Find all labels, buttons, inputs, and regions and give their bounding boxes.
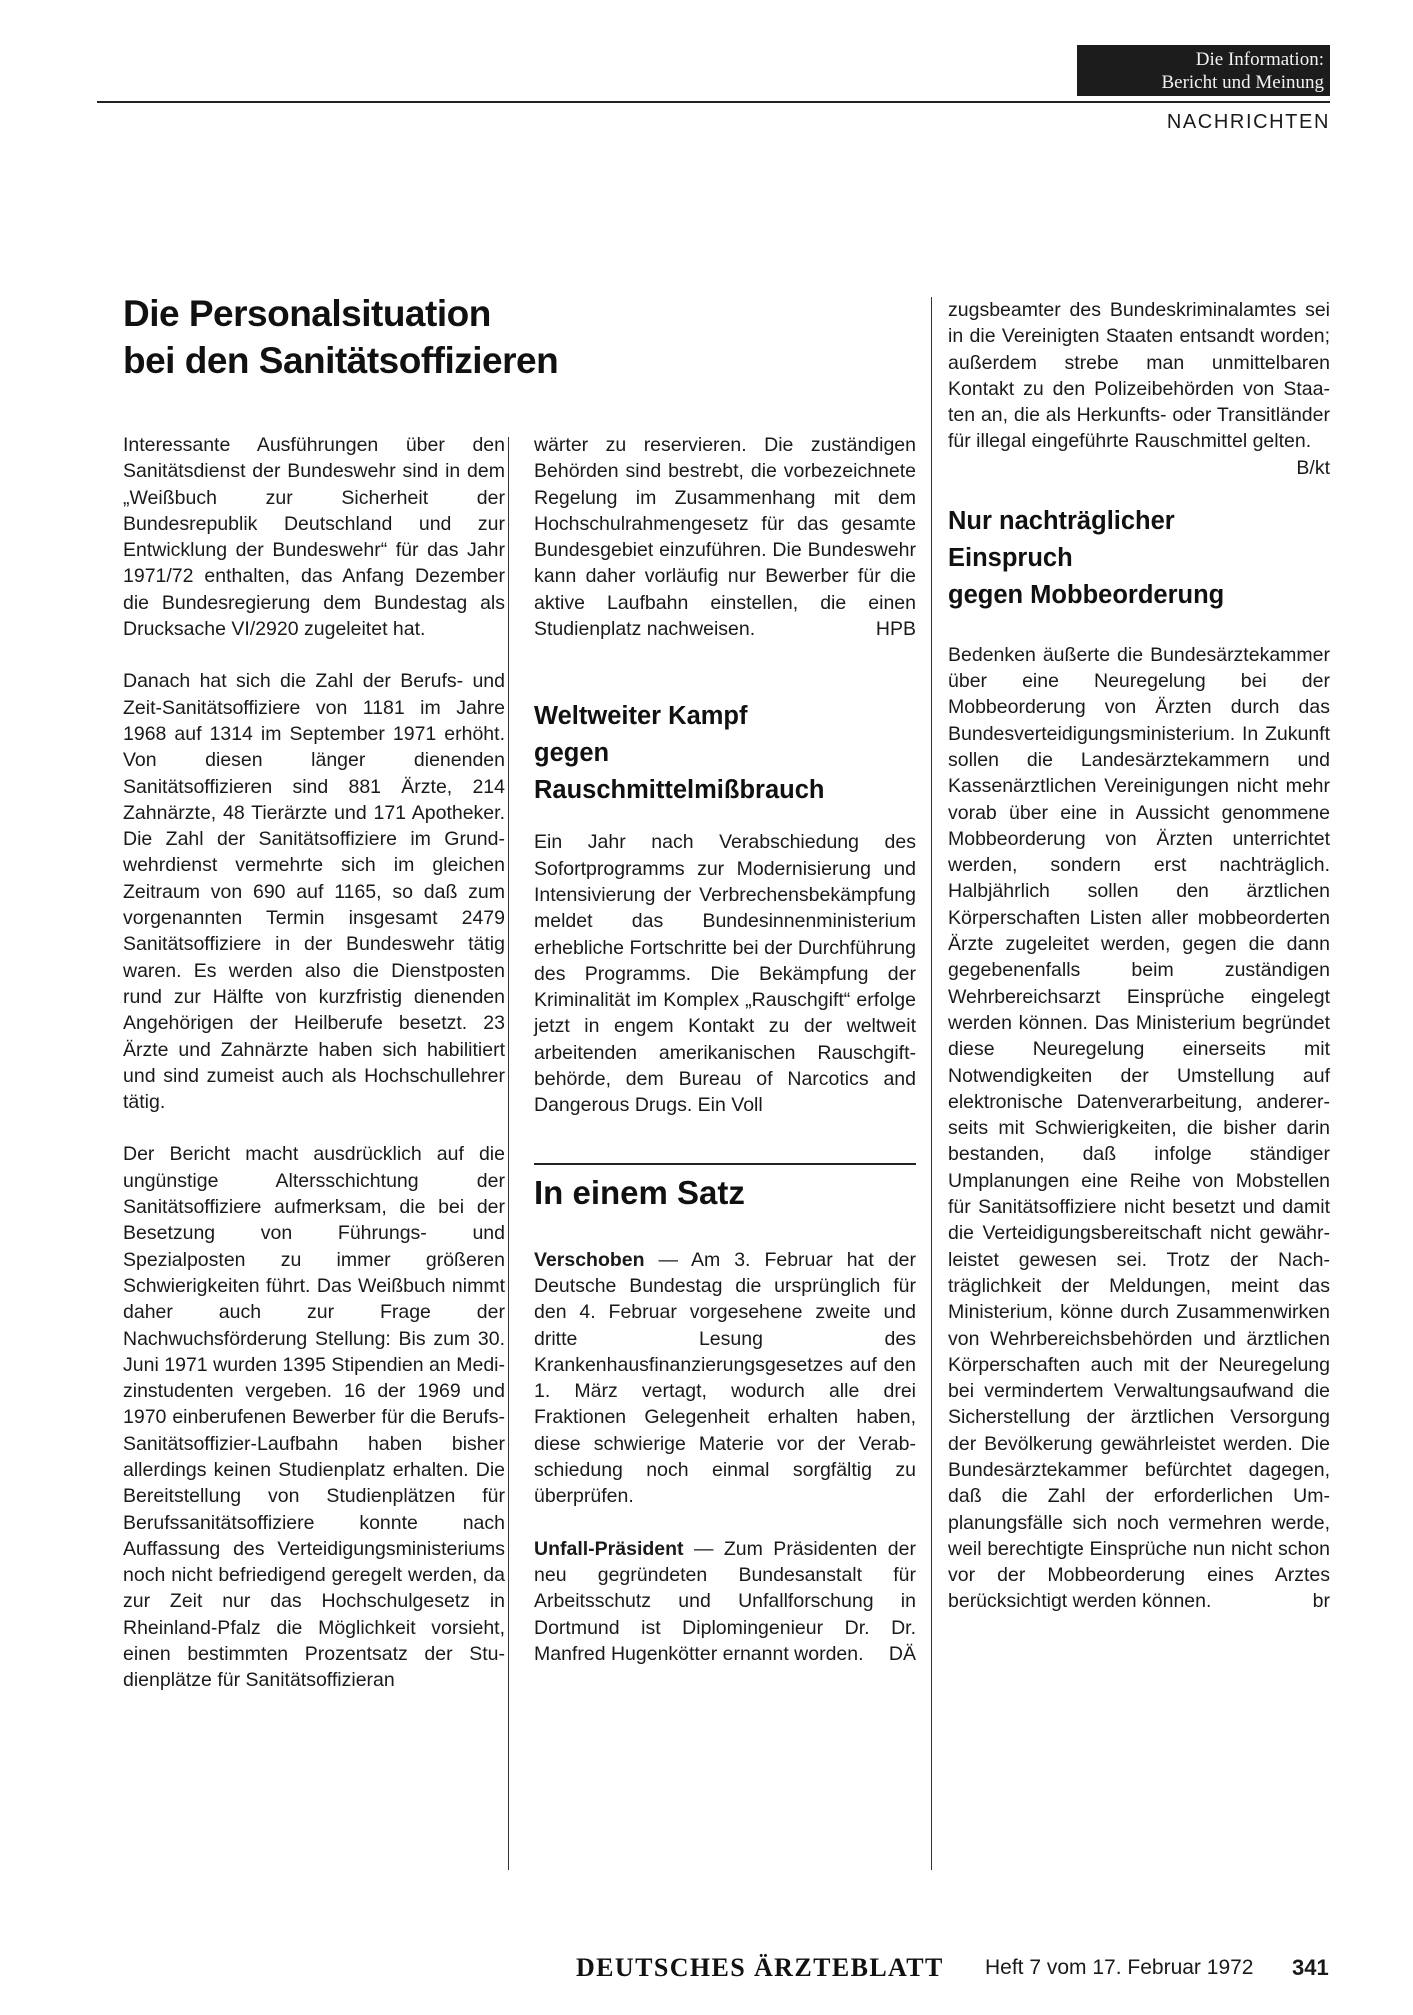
author-signature: HPB — [875, 618, 916, 641]
paragraph: Interessante Ausführungen über den Sanitätsdienst der Bundeswehr sind in dem „Weißbuch zur Sicherheit der Bundesrepublik Deutschland und zur Entwicklung der Bundeswehr“ für das Jahr 1971/72 enthalten, das Anfang Dezember die Bundesregierung dem Bundestag als Drucksache VI/2920 zugeleitet hat. — [123, 434, 505, 641]
paragraph-text: Bedenken äußerte die Bundesärztekammer über eine Neuregelung bei der Mobbeorderung von Ärzten durch das Bundesverteidigungsministerium. In Zukunft sollen die Landesärztekammern und Kassenärztlichen Vereinigungen nicht mehr vorab über eine in Aussicht genommene Mobbeorderung von Ärzten unterrichtet werden, sondern erst nachträglich. Halbjährlich sollen den ärztlichen Körperschaften Listen aller mobbeorderten Ärzte zugeleitet werden, gegen die dann gegebenenfalls beim zuständigen Wehrbereichsarzt Einsprüche eingelegt werden können. Das Ministerium begründet diese Neuregelung einerseits mit Notwendigkeiten der Umstellung auf elektronische Datenverarbeitung, andererseits mit Schwierigkeiten, die bisher darin bestanden, daß infolge ständiger Umplanungen eine Reihe von Mobstellen für Sanitätsoffiziere nicht besetzt und damit die Verteidigungsbereitschaft nicht gewährleistet gewesen sei. Trotz der Nachträglichkeit der Meldungen, meint das Ministerium, könne durch Zusammenwirken von Wehrbereichsbehörden und ärztlichen Körperschaften auch mit der Neuregelung bei vermindertem Verwaltungsaufwand die Sicherstellung der ärztlichen Versorgung der Bevölkerung gewährleistet werden. Die Bundesärztekammer befürchtet dagegen, daß die Zahl der erforderlichen Umplanungsfälle sich noch vermehren werde, weil berechtigte Einsprüche nun nicht schon vor der Mobbeorderung eines Arztes berücksichtigt werden können. — [948, 643, 1330, 1613]
news-item-head: Unfall-Präsident — [534, 1537, 684, 1560]
paragraph-text: zugsbeamter des Bundeskriminalamtes sei in die Vereinigten Staaten entsandt worden; außerdem strebe man unmittelbaren Kontakt zu den Polizeibehörden von Staaten an, die als Herkunfts- oder Transitländer für illegal eingeführte Rauschmittel gelten. — [948, 299, 1330, 453]
article-title-mobbeorderung — [948, 503, 1330, 614]
in-einem-satz-box — [534, 1163, 916, 1667]
article-title-personalsituation — [123, 290, 723, 384]
title-line: gegen — [534, 739, 610, 768]
column-3 — [948, 297, 1330, 1615]
column-1 — [123, 432, 505, 1694]
section-label: NACHRICHTEN — [1166, 111, 1330, 133]
title-line: bei den Sanitätsoffizieren — [123, 340, 559, 381]
footer-issue: Heft 7 vom 17. Februar 1972 — [985, 1956, 1254, 1979]
title-line: Einspruch — [948, 543, 1073, 572]
badge-line-1: Die Information: — [1195, 49, 1324, 70]
section-heading: In einem Satz — [534, 1163, 916, 1213]
author-signature: DÄ — [888, 1642, 916, 1665]
author-signature: B/kt — [1296, 456, 1330, 479]
title-line: Die Personalsituation — [123, 293, 491, 334]
paragraph — [948, 297, 1330, 479]
news-item — [534, 1247, 916, 1510]
title-line: gegen Mobbeorderung — [948, 580, 1225, 609]
news-item — [534, 1536, 916, 1667]
paragraph: Danach hat sich die Zahl der Berufs- und Zeit-Sanitätsoffiziere von 1181 im Jahre 1968 auf 1314 im September 1971 erhöht. Von diesen länger dienenden Sanitätsoffizieren sind 881 Ärzte, 214 Zahnärzte, 48 Tierärzte und 171 Apotheker. Die Zahl der Sanitätsoffiziere im Grundwehrdienst vermehrte sich im gleichen Zeitraum von 690 auf 1165, so daß zum vorgenannten Termin insgesamt 2479 Sanitätsoffiziere in der Bundeswehr tätig waren. Es werden also die Dienstposten rund zur Hälfte von kurzfristig dienenden Angehörigen der Heilberufe besetzt. 23 Ärzte und Zahnärzte haben sich habilitiert und sind zumeist auch als Hochschullehrer tätig. — [123, 670, 505, 1114]
news-item-text: — Am 3. Februar hat der Deutsche Bundestag die ursprünglich für den 4. Februar vorgesehene zweite und dritte Lesung des Krankenhausfinanzierungsgesetzes auf den 1. März vertagt, wodurch alle drei Fraktionen Gelegenheit erhalten haben, diese schwierige Materie vor der Verabschiedung noch einmal sorgfältig zu überprüfen. — [534, 1248, 916, 1508]
section-badge — [1077, 45, 1330, 96]
author-signature: br — [1312, 1590, 1330, 1613]
badge-line-2: Bericht und Meinung — [1161, 72, 1324, 93]
paragraph-text: wärter zu reservieren. Die zuständigen Behörden sind bestrebt, die vorbezeichnete Regelung im Zusammenhang mit dem Hochschulrahmengesetz für das gesamte Bundesgebiet einzuführen. Die Bundeswehr kann daher vorläufig nur Bewerber für die aktive Laufbahn einstellen, die einen Studienplatz nachweisen. — [534, 434, 916, 641]
column-2 — [534, 432, 916, 1667]
column-divider-1 — [508, 437, 509, 1870]
paragraph: Ein Jahr nach Verabschiedung des Sofortprogramms zur Modernisierung und Intensivierung der Verbrechensbekämpfung meldet das Bundesinnenministerium erhebliche Fortschritte bei der Durchführung des Programms. Die Bekämpfung der Kriminalität im Komplex „Rauschgift“ erfolge jetzt in engem Kontakt zu der weltweit arbeitenden amerikanischen Rauschgiftbehörde, dem Bureau of Narcotics and Dangerous Drugs. Ein Voll — [534, 831, 916, 1117]
column-divider-2 — [931, 297, 932, 1870]
title-line: Rauschmittelmißbrauch — [534, 776, 825, 805]
paragraph — [534, 432, 916, 642]
article-title-rauschmittel — [534, 698, 916, 809]
page-number: 341 — [1292, 1955, 1329, 1980]
paragraph: Der Bericht macht ausdrücklich auf die ungünstige Altersschichtung der Sanitätsoffiziere aufmerksam, die bei der Besetzung von Führungs- und Spezialposten zu immer größeren Schwierigkeiten führt. Das Weißbuch nimmt daher auch zur Frage der Nachwuchsförderung Stellung: Bis zum 30. Juni 1971 wurden 1395 Stipendien an Medizinstudenten vergeben. 16 der 1969 und 1970 einberufenen Bewerber für die Berufs-Sanitätsoffizier-Laufbahn haben bisher allerdings keinen Studienplatz erhalten. Die Bereitstellung von Studienplätzen für Berufssanitätsoffiziere konnte nach Auffassung des Verteidigungsministeriums noch nicht befriedigend geregelt werden, da zur Zeit nur das Hochschulgesetz in Rheinland-Pfalz die Möglichkeit vorsieht, einen bestimmten Prozentsatz der Studienplätze für Sanitätsoffizieran — [123, 1143, 505, 1692]
footer-masthead: DEUTSCHES ÄRZTEBLATT — [576, 1953, 944, 1982]
paragraph — [948, 642, 1330, 1615]
news-item-text: — Zum Präsidenten der neu gegründeten Bundesanstalt für Arbeitsschutz und Unfallforschung in Dortmund ist Diplomingenieur Dr. Dr. Manfred Hugenkötter ernannt worden. — [534, 1537, 916, 1665]
title-line: Weltweiter Kampf — [534, 702, 748, 731]
title-line: Nur nachträglicher — [948, 506, 1175, 535]
news-item-head: Verschoben — [534, 1248, 645, 1271]
header-rule — [97, 101, 1330, 103]
